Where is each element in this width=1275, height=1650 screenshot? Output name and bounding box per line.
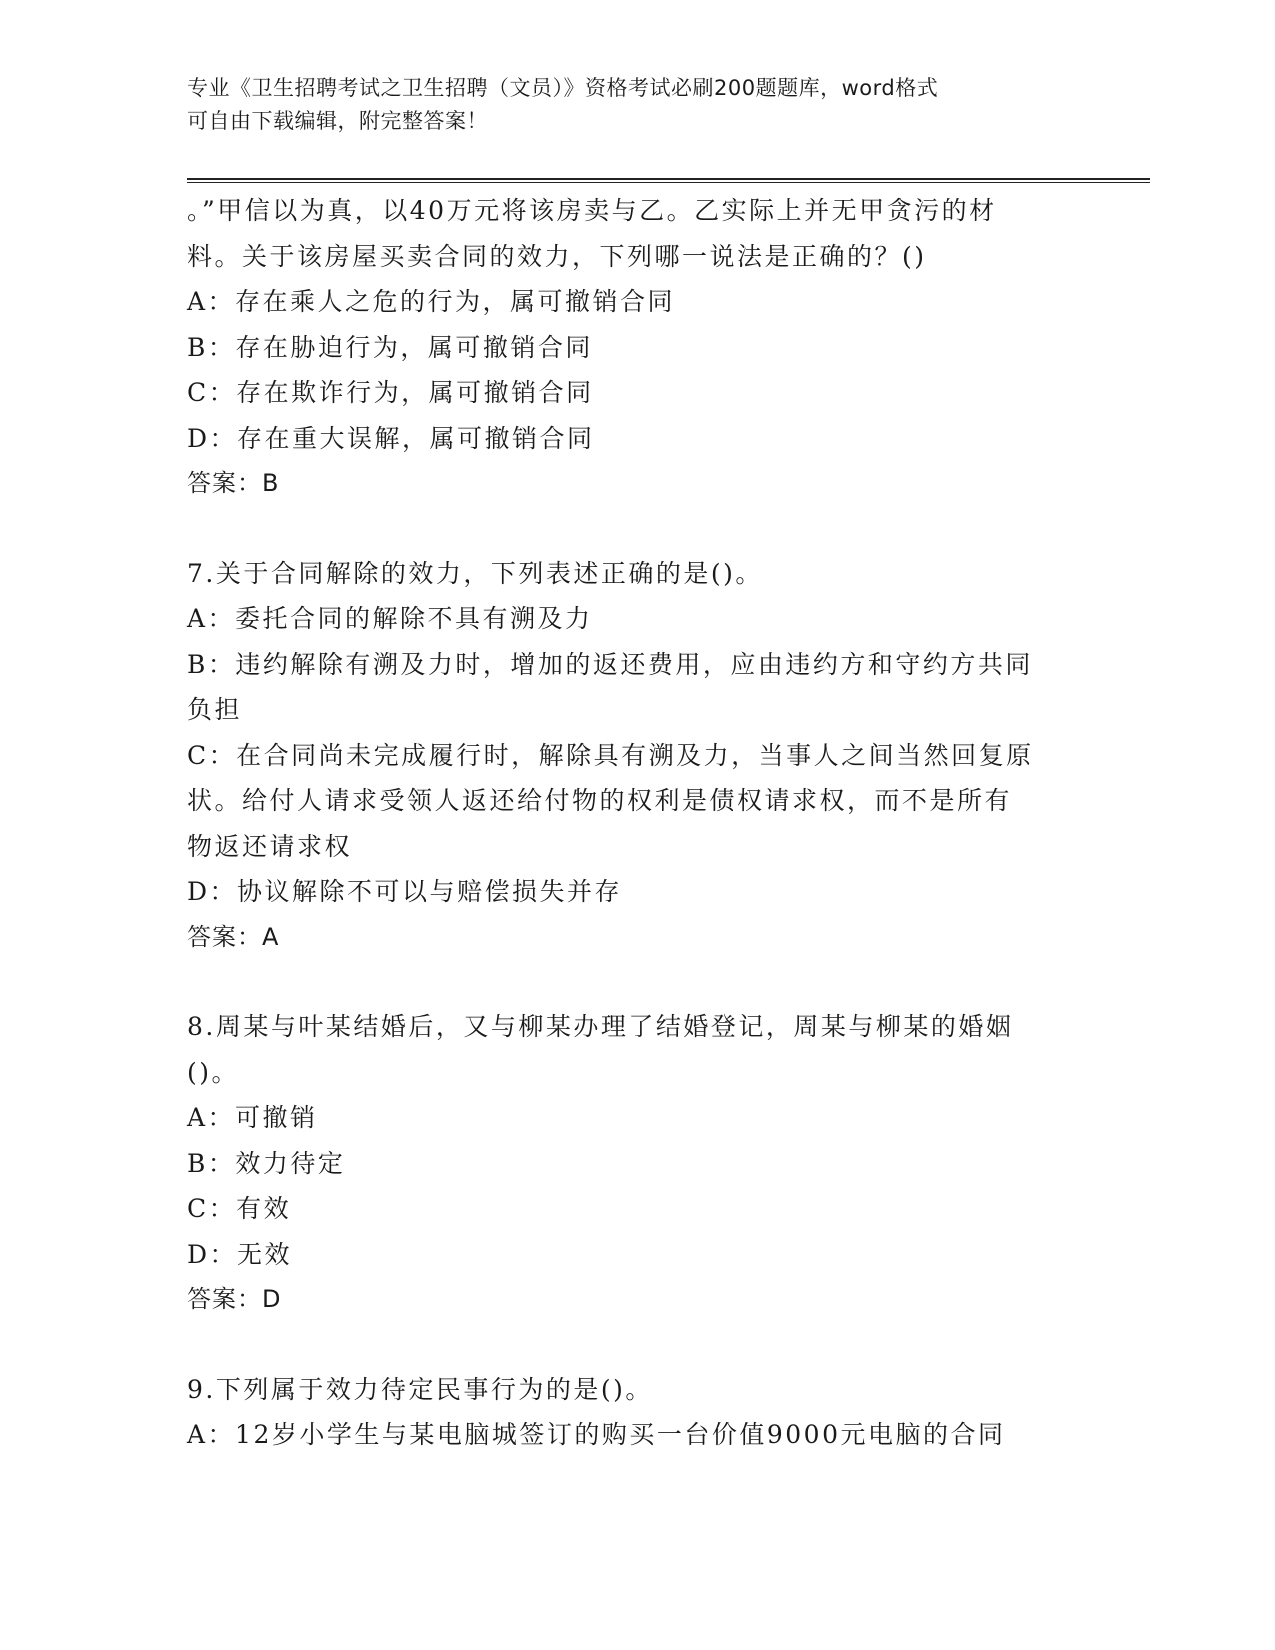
document-body (187, 188, 1087, 1458)
question-8-option-a: A：可撤销 (187, 1103, 318, 1132)
question-8-stem-line-1: 8.周某与叶某结婚后，又与柳某办理了结婚登记，周某与柳某的婚姻 (187, 1012, 1014, 1041)
document-header (187, 72, 1067, 138)
header-title-line-1: 专业《卫生招聘考试之卫生招聘（文员）》资格考试必刷200题题库，word格式 (187, 76, 939, 100)
question-7-answer: 答案：A (187, 922, 280, 951)
question-spacer (187, 1323, 1087, 1367)
header-title-line-2: 可自由下载编辑，附完整答案！ (187, 109, 488, 133)
question-6-option-c: C：存在欺诈行为，属可撤销合同 (187, 378, 594, 407)
question-6-stem-line-1: 。”甲信以为真，以40万元将该房卖与乙。乙实际上并无甲贪污的材 (187, 196, 997, 225)
question-7 (187, 551, 1087, 961)
question-7-option-c-line-3: 物返还请求权 (187, 831, 353, 861)
question-6-option-a: A：存在乘人之危的行为，属可撤销合同 (187, 287, 676, 316)
header-divider (187, 178, 1150, 183)
question-6-continued (187, 188, 1087, 507)
question-8-answer: 答案：D (187, 1285, 282, 1313)
question-8 (187, 1004, 1087, 1323)
question-9 (187, 1367, 1087, 1458)
question-6-stem-line-2: 料。关于该房屋买卖合同的效力，下列哪一说法是正确的？() (187, 241, 927, 271)
question-6-option-d: D：存在重大误解，属可撤销合同 (187, 423, 595, 453)
question-7-option-b-line-1: B：违约解除有溯及力时，增加的返还费用，应由违约方和守约方共同 (187, 649, 1033, 679)
question-7-option-b-line-2: 负担 (187, 695, 243, 724)
question-spacer (187, 507, 1087, 551)
question-8-option-d: D：无效 (187, 1239, 293, 1269)
question-9-stem: 9.下列属于效力待定民事行为的是()。 (187, 1374, 653, 1404)
question-7-option-d: D：协议解除不可以与赔偿损失并存 (187, 877, 623, 906)
question-6-option-b: B：存在胁迫行为，属可撤销合同 (187, 332, 593, 362)
question-8-option-b: B：效力待定 (187, 1148, 346, 1178)
question-9-option-a: A：12岁小学生与某电脑城签订的购买一台价值9000元电脑的合同 (187, 1420, 1006, 1449)
question-7-option-a: A：委托合同的解除不具有溯及力 (187, 604, 593, 633)
question-8-stem-line-2: ()。 (187, 1057, 240, 1087)
question-7-option-c-line-2: 状。给付人请求受领人返还给付物的权利是债权请求权，而不是所有 (187, 786, 1013, 815)
question-spacer (187, 960, 1087, 1004)
question-6-answer: 答案：B (187, 469, 280, 497)
question-8-option-c: C：有效 (187, 1194, 292, 1223)
question-7-stem: 7.关于合同解除的效力，下列表述正确的是()。 (187, 558, 763, 588)
question-7-option-c-line-1: C：在合同尚未完成履行时，解除具有溯及力，当事人之间当然回复原 (187, 740, 1034, 770)
